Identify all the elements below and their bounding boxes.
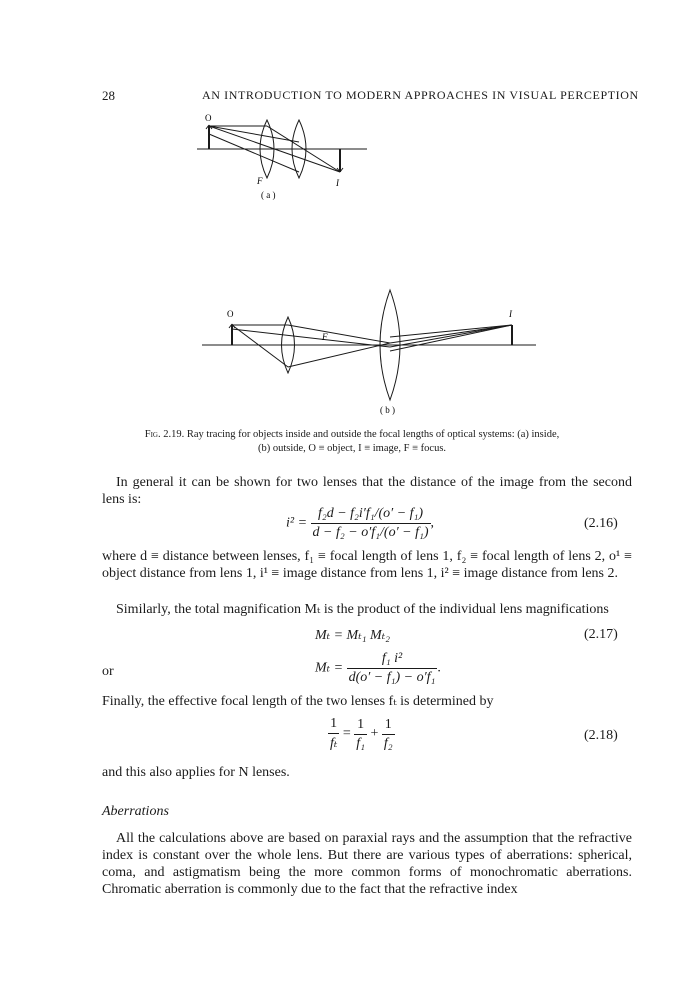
equation-2-18 <box>328 716 395 752</box>
equation-2-17a <box>315 627 390 644</box>
paragraph-4: Finally, the effective focal length of the two lenses fₜ is determined by <box>102 694 494 709</box>
paragraph-6: All the calculations above are based on paraxial rays and the assumption that the refractive index is constant over the whole lens. But there are various types of aberrations: spherical, coma, and astigmatism being the more common forms of monochromatic aberrations. Chromatic aberration is commonly due to the fact that the refractive index <box>102 831 632 897</box>
eq218-a-fraction <box>354 717 367 752</box>
figure-a-diagram <box>195 112 370 202</box>
figure-caption <box>102 428 602 456</box>
figure-b-object-label: O <box>227 309 234 319</box>
figure-a-object-label: O <box>205 113 212 123</box>
eq218-equals: = <box>342 726 351 742</box>
eq218-lhs-den: fₜ <box>330 736 338 751</box>
eq218-b-den: f₂ <box>383 735 393 751</box>
eq217b-fraction <box>347 651 438 686</box>
eq216-denominator: d − f₂ − o′f₁/(o′ − f₁) <box>312 525 429 540</box>
eq216-numerator: f₂d − f₂i′f₁/(o′ − f₁) <box>311 506 431 524</box>
paragraph-5: and this also applies for N lenses. <box>102 765 290 780</box>
eq218-b-num: 1 <box>382 717 395 735</box>
equation-2-17b <box>315 651 441 686</box>
page-number: 28 <box>102 88 115 103</box>
eq218-a-den: f₁ <box>356 735 366 751</box>
eq217b-lhs: Mₜ = <box>315 660 344 676</box>
figure-b-image-label: I <box>509 309 512 319</box>
figure-a-focus-label: F <box>257 176 263 186</box>
equation-2-16 <box>286 506 434 541</box>
figure-a-image-label: I <box>336 178 339 188</box>
caption-line2: (b) outside, O ≡ object, I ≡ image, F ≡ focus. <box>257 443 447 454</box>
eq218-lhs-fraction <box>328 716 339 752</box>
equation-number-2-16: (2.16) <box>584 516 618 531</box>
paragraph-3: Similarly, the total magnification Mₜ is the product of the individual lens magnifications <box>116 602 609 617</box>
eq216-tail: , <box>430 515 434 531</box>
figure-b-diagram <box>200 285 540 415</box>
eq217a-expression: Mₜ = Mₜ₁ Mₜ₂ <box>315 628 391 643</box>
eq217b-prefix: or <box>102 664 114 679</box>
running-title: AN INTRODUCTION TO MODERN APPROACHES IN VISUAL PERCEPTION <box>202 88 639 102</box>
paragraph-2: where d ≡ distance between lenses, f₁ ≡ focal length of lens 1, f₂ ≡ focal length of lens 2, o¹ ≡ object distance from lens 1, i¹ ≡ image distance from lens 1, i² ≡ image distance from lens 2. <box>102 549 632 581</box>
eq218-a-num: 1 <box>354 717 367 735</box>
caption-line1: Ray tracing for objects inside and outside the focal lengths of optical systems: (a) inside, <box>186 429 560 440</box>
figure-b-panel-label: ( b ) <box>380 405 395 415</box>
figure-b-focus-label: F <box>322 332 328 342</box>
caption-lead: Fig. 2.19. <box>144 429 185 440</box>
eq218-plus: + <box>370 726 379 742</box>
equation-number-2-17: (2.17) <box>584 627 618 642</box>
eq216-fraction <box>311 506 431 541</box>
paragraph-1: In general it can be shown for two lenses that the distance of the image from the second lens is: <box>102 475 632 507</box>
eq218-lhs-num: 1 <box>328 716 339 734</box>
figure-a-panel-label: ( a ) <box>261 190 276 200</box>
eq217b-numerator: f₁ i² <box>347 651 438 669</box>
equation-number-2-18: (2.18) <box>584 728 618 743</box>
eq217b-denominator: d(o′ − f₁) − o′f₁ <box>348 670 436 685</box>
eq218-b-fraction <box>382 717 395 752</box>
section-heading-aberrations: Aberrations <box>102 804 169 819</box>
eq217b-tail: . <box>437 660 441 676</box>
eq216-lhs: i² = <box>286 515 308 531</box>
